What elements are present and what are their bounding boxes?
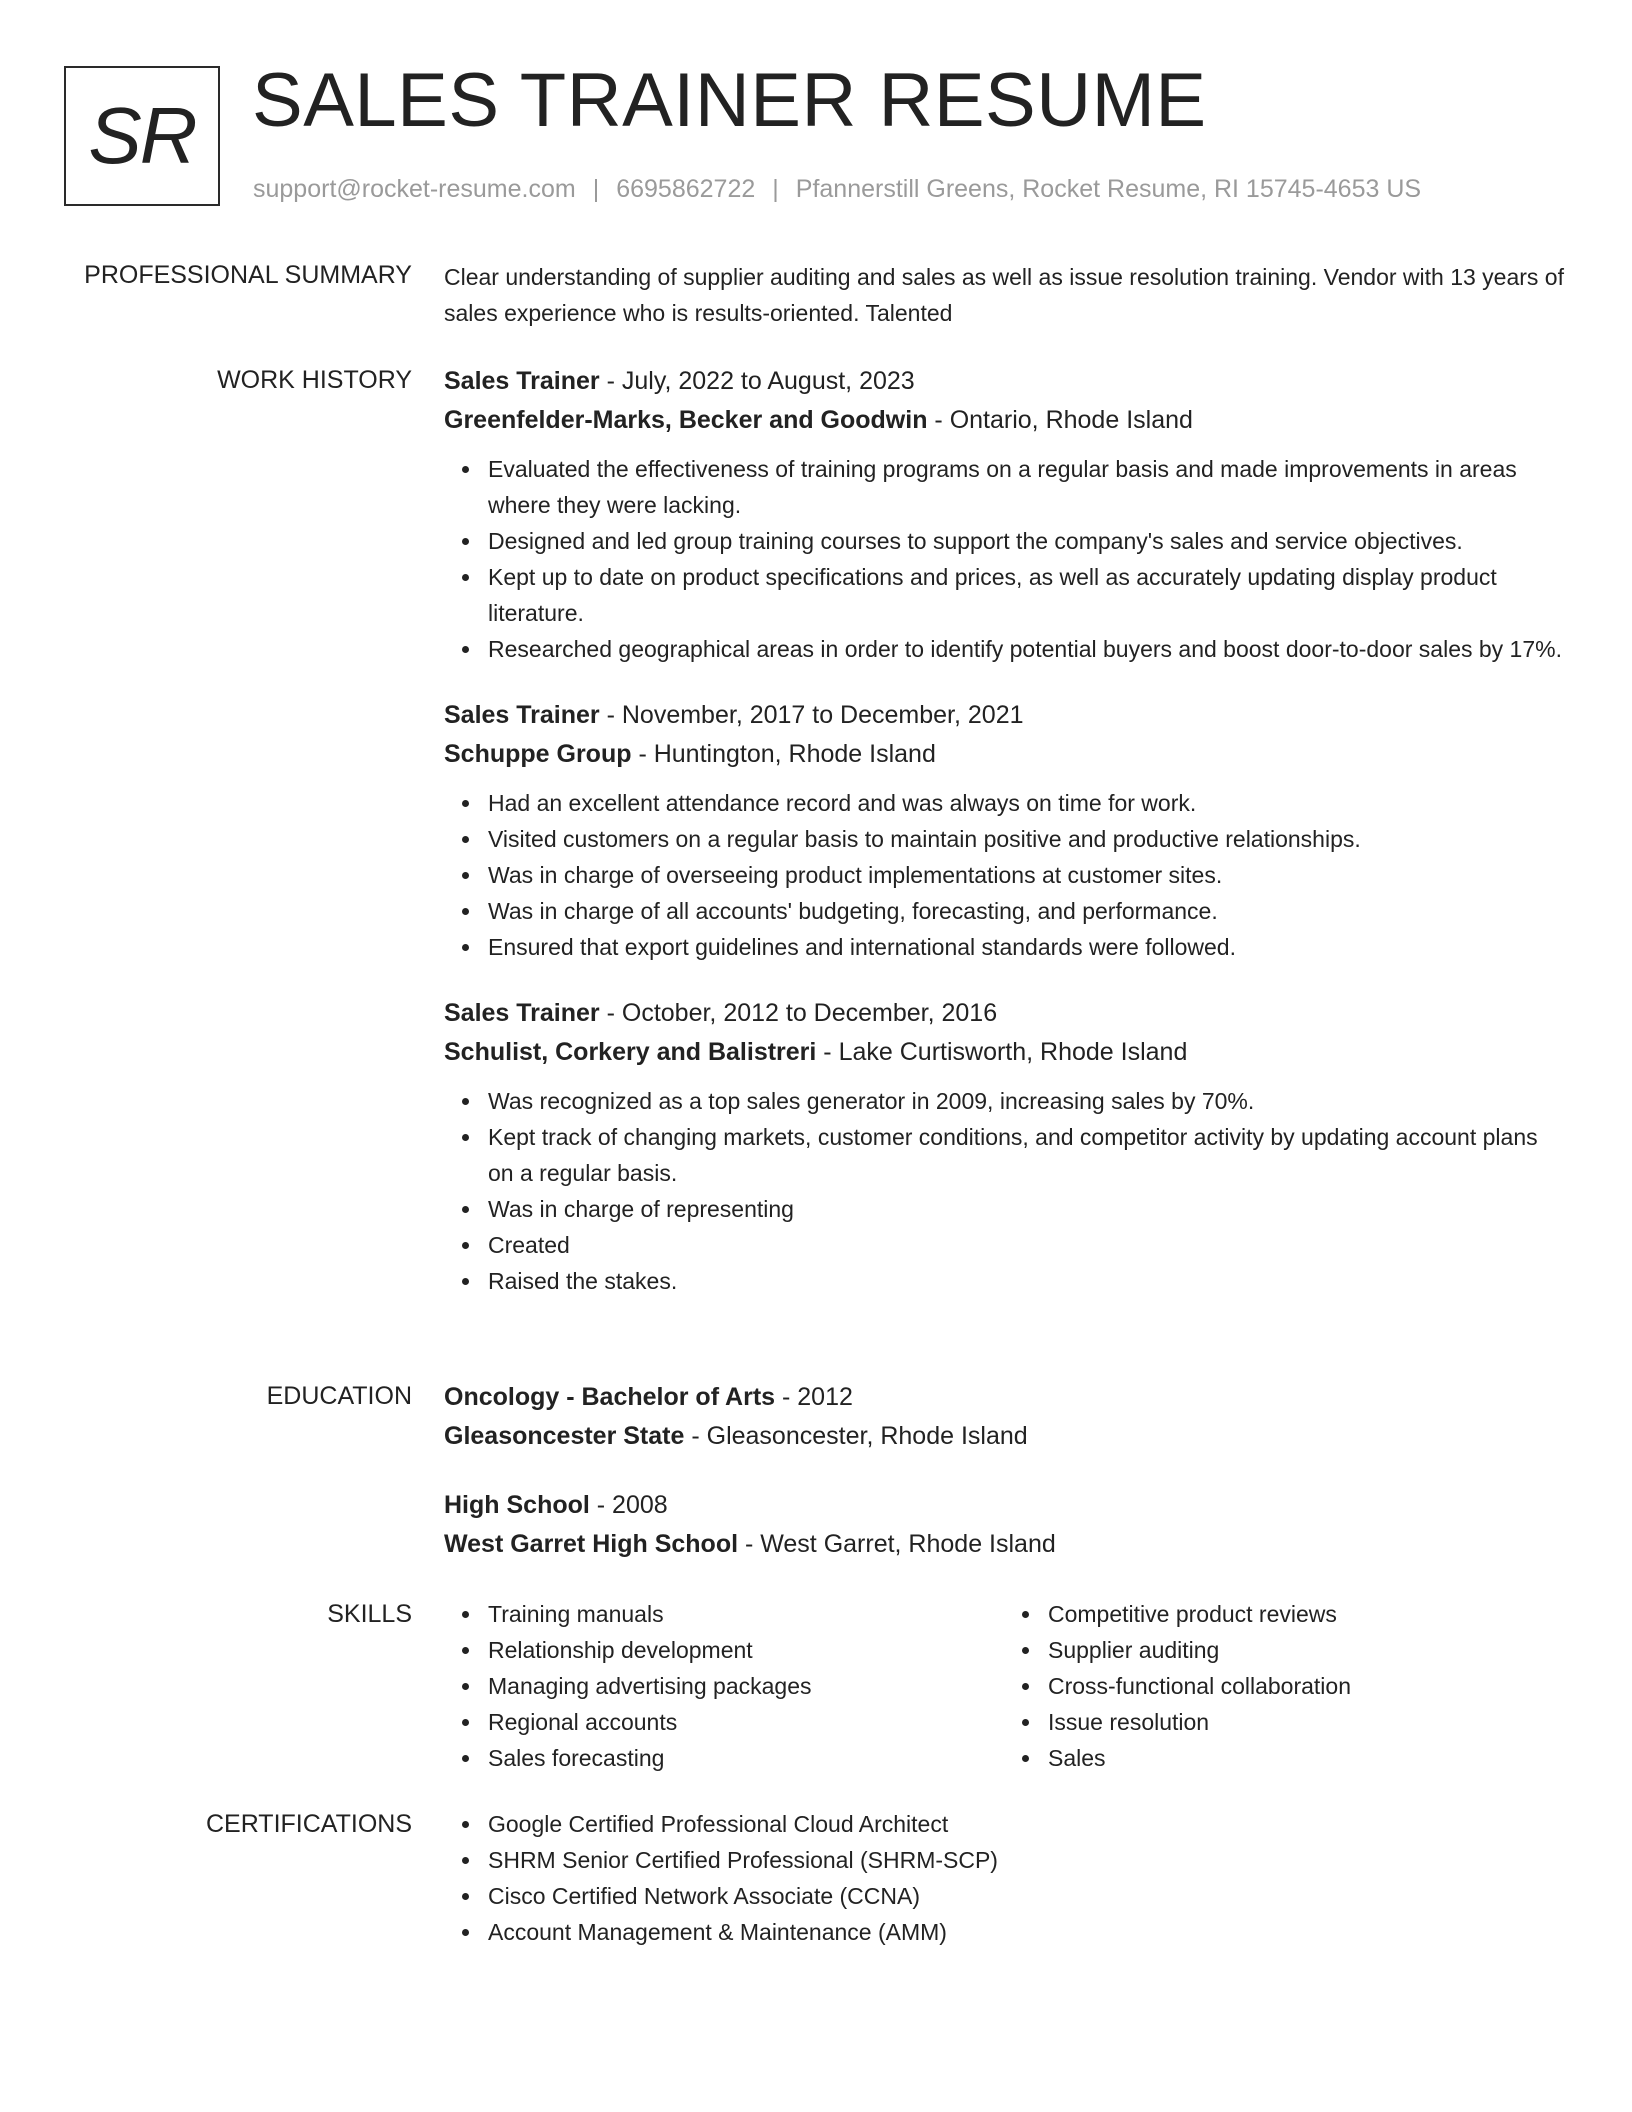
section-label-skills: SKILLS [327, 1600, 412, 1628]
skill-item: Relationship development [488, 1632, 1004, 1668]
skill-item: Training manuals [488, 1596, 1004, 1632]
education-degree-line [444, 1486, 1564, 1525]
contact-separator: | [592, 175, 600, 203]
skill-item: Sales forecasting [488, 1740, 1004, 1776]
job-bullet: Kept up to date on product specifications and prices, as well as accurately updating display product literature. [488, 559, 1564, 631]
education-location: - West Garret, Rhode Island [738, 1530, 1056, 1558]
job-bullet: Was recognized as a top sales generator in 2009, increasing sales by 70%. [488, 1083, 1564, 1119]
contact-separator: | [772, 175, 779, 203]
job-company-line [444, 1033, 1564, 1072]
skill-item: Cross-functional collaboration [1048, 1668, 1564, 1704]
monogram-logo: SR [64, 66, 220, 206]
job-dates: - July, 2022 to August, 2023 [599, 367, 915, 395]
job-title-line [444, 696, 1564, 735]
job-bullet: Researched geographical areas in order to identify potential buyers and boost door-to-door sales by 17%. [488, 631, 1564, 667]
job-location: - Lake Curtisworth, Rhode Island [816, 1038, 1188, 1066]
education-entry [444, 1486, 1564, 1564]
job-bullet: Was in charge of all accounts' budgeting, forecasting, and performance. [488, 893, 1564, 929]
job-bullet: Was in charge of overseeing product implementations at customer sites. [488, 857, 1564, 893]
job-title-line [444, 994, 1564, 1033]
job-bullet: Ensured that export guidelines and international standards were followed. [488, 929, 1564, 965]
education-school-line [444, 1417, 1564, 1456]
job-bullet: Raised the stakes. [488, 1263, 1564, 1299]
skill-item: Issue resolution [1048, 1704, 1564, 1740]
skills-list-left [444, 1596, 1004, 1776]
education-entry [444, 1378, 1564, 1456]
section-label-education: EDUCATION [266, 1382, 412, 1410]
section-label-summary: PROFESSIONAL SUMMARY [84, 261, 412, 289]
job-title: Sales Trainer [444, 999, 600, 1027]
contact-address: Pfannerstill Greens, Rocket Resume, RI 15745-4653 US [795, 175, 1422, 203]
job-company: Greenfelder-Marks, Becker and Goodwin [444, 406, 928, 434]
job-company: Schuppe Group [444, 740, 632, 768]
job-entry [444, 696, 1564, 965]
contact-email: support@rocket-resume.com [253, 175, 576, 203]
job-dates: - November, 2017 to December, 2021 [599, 701, 1024, 729]
job-bullet: Evaluated the effectiveness of training programs on a regular basis and made improvements in areas where they were lacking. [488, 451, 1564, 523]
skill-item: Regional accounts [488, 1704, 1004, 1740]
education-school-line [444, 1525, 1564, 1564]
resume-title: SALES TRAINER RESUME [252, 58, 1207, 143]
summary-text: Clear understanding of supplier auditing and sales as well as issue resolution training. Vendor with 13 years of sales experience who is results-oriented. Talented [444, 264, 1564, 326]
skill-item: Managing advertising packages [488, 1668, 1004, 1704]
education-school: Gleasoncester State [444, 1422, 685, 1450]
education-school: West Garret High School [444, 1530, 739, 1558]
job-title: Sales Trainer [444, 367, 600, 395]
job-location: - Ontario, Rhode Island [927, 406, 1193, 434]
certification-item: Account Management & Maintenance (AMM) [488, 1914, 1564, 1950]
job-bullets [444, 785, 1564, 965]
education-degree-line [444, 1378, 1564, 1417]
job-entry [444, 362, 1564, 667]
job-title: Sales Trainer [444, 701, 600, 729]
education-year: - 2008 [589, 1491, 668, 1519]
job-company: Schulist, Corkery and Balistreri [444, 1038, 817, 1066]
job-bullet: Had an excellent attendance record and was always on time for work. [488, 785, 1564, 821]
job-bullet: Created [488, 1227, 1564, 1263]
certification-item: Cisco Certified Network Associate (CCNA) [488, 1878, 1564, 1914]
job-bullet: Kept track of changing markets, customer conditions, and competitor activity by updating account plans on a regular basis. [488, 1119, 1564, 1191]
contact-line [253, 172, 1421, 206]
job-company-line [444, 735, 1564, 774]
job-bullet: Was in charge of representing [488, 1191, 1564, 1227]
skill-item: Competitive product reviews [1048, 1596, 1564, 1632]
section-label-certifications: CERTIFICATIONS [205, 1810, 412, 1838]
skills-list-right [1004, 1596, 1564, 1776]
education-location: - Gleasoncester, Rhode Island [684, 1422, 1028, 1450]
job-bullet: Designed and led group training courses to support the company's sales and service objectives. [488, 523, 1564, 559]
education-degree: High School [444, 1491, 590, 1519]
job-dates: - October, 2012 to December, 2016 [599, 999, 998, 1027]
certification-item: Google Certified Professional Cloud Architect [488, 1806, 1564, 1842]
contact-phone: 6695862722 [616, 175, 756, 203]
education-degree: Oncology - Bachelor of Arts [444, 1383, 776, 1411]
job-bullets [444, 1083, 1564, 1299]
education-year: - 2012 [775, 1383, 853, 1411]
skill-item: Supplier auditing [1048, 1632, 1564, 1668]
job-bullet: Visited customers on a regular basis to maintain positive and productive relationships. [488, 821, 1564, 857]
section-label-work-history: WORK HISTORY [217, 366, 412, 394]
job-location: - Huntington, Rhode Island [631, 740, 936, 768]
job-bullets [444, 451, 1564, 667]
skill-item: Sales [1048, 1740, 1564, 1776]
job-title-line [444, 362, 1564, 401]
job-company-line [444, 401, 1564, 440]
certifications-list [444, 1806, 1564, 1950]
certification-item: SHRM Senior Certified Professional (SHRM-SCP) [488, 1842, 1564, 1878]
job-entry [444, 994, 1564, 1299]
